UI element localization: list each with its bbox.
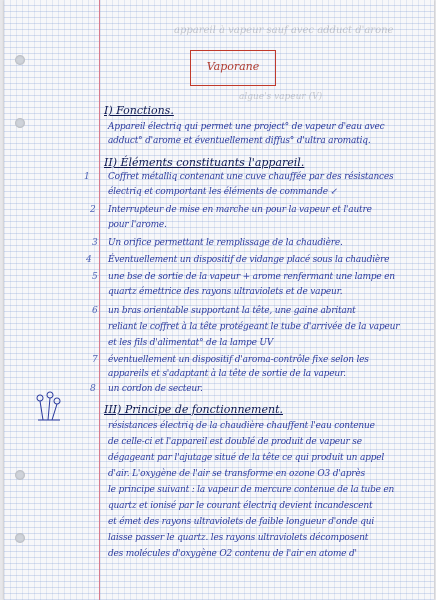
list-item: Éventuellement un dispositif de vidange placé sous la chaudière (108, 255, 390, 265)
list-item: quartz émettrice des rayons ultraviolets et de vapeur. (108, 287, 343, 297)
list-item: Un orifice permettant le remplissage de la chaudière. (108, 238, 343, 248)
title-box (190, 50, 276, 86)
punch-hole (15, 55, 25, 65)
show-through-text: appareil à vapeur sauf avec adduct d'arone (174, 25, 394, 36)
list-item: Interrupteur de mise en marche un pour la vapeur et l'autre (108, 205, 372, 215)
text-line: dégageant par l'ajutage situé de la tête ce qui produit un appel (108, 453, 385, 463)
list-item: et les fils d'alimentat° de la lampe UV (108, 338, 274, 348)
list-item: pour l'arome. (108, 220, 167, 230)
list-item: une bse de sortie de la vapeur + arome renfermant une lampe en (108, 272, 395, 282)
section-heading: I) Fonctions. (104, 104, 174, 117)
list-item: éventuellement un dispositif d'aroma-contrôle fixe selon les (108, 355, 369, 365)
item-number: 5 (92, 272, 98, 282)
text-line: des molécules d'oxygène O2 contenu de l'air en atome d' (108, 549, 357, 559)
punch-hole (15, 118, 25, 128)
margin-line (99, 0, 100, 600)
item-number: 6 (92, 306, 98, 316)
text-line: de celle-ci et l'appareil est doublé de produit de vapeur se (108, 437, 362, 447)
text-line: résistances électriq de la chaudière chauffent l'eau contenue (108, 421, 375, 431)
item-number: 2 (90, 205, 96, 215)
punch-hole (15, 470, 25, 480)
text-line: et émet des rayons ultraviolets de faible longueur d'onde qui (108, 517, 375, 527)
item-number: 8 (90, 384, 96, 394)
text-line: d'air. L'oxygène de l'air se transforme en ozone O3 d'après (108, 469, 365, 479)
flower-doodle-icon (30, 390, 66, 424)
text-line: quartz et ionisé par le courant électriq devient incandescent (108, 501, 373, 511)
item-number: 7 (92, 355, 98, 365)
section-heading: III) Principe de fonctionnement. (104, 403, 283, 416)
page-title: Vaporane (206, 60, 260, 73)
list-item: appareils et s'adaptant à la tête de sortie de la vapeur. (108, 369, 346, 379)
text-line: Appareil électriq qui permet une project° de vapeur d'eau avec (108, 122, 385, 132)
text-line: adduct° d'arome et éventuellement diffus° d'ultra aromatiq. (108, 136, 371, 146)
punch-hole (15, 533, 25, 543)
list-item: Coffret métalliq contenant une cuve chauffée par des résistances (108, 172, 394, 182)
section-heading: II) Éléments constituants l'appareil. (104, 156, 305, 169)
list-item: un cordon de secteur. (108, 384, 203, 394)
item-number: 4 (86, 255, 92, 265)
text-line: le principe suivant : la vapeur de mercure contenue de la tube en (108, 485, 395, 495)
list-item: reliant le coffret à la tête protégeant le tube d'arrivée de la vapeur (108, 322, 400, 332)
list-item: un bras orientable supportant la tête, une gaine abritant (108, 306, 356, 316)
notebook-page (4, 0, 434, 600)
list-item: électriq et comportant les éléments de commande ↙ (108, 187, 338, 197)
item-number: 3 (92, 238, 98, 248)
item-number: 1 (84, 172, 90, 182)
show-through-text: algue's vapeur (V) (239, 92, 323, 102)
text-line: laisse passer le quartz. les rayons ultraviolets décomposent (108, 533, 369, 543)
